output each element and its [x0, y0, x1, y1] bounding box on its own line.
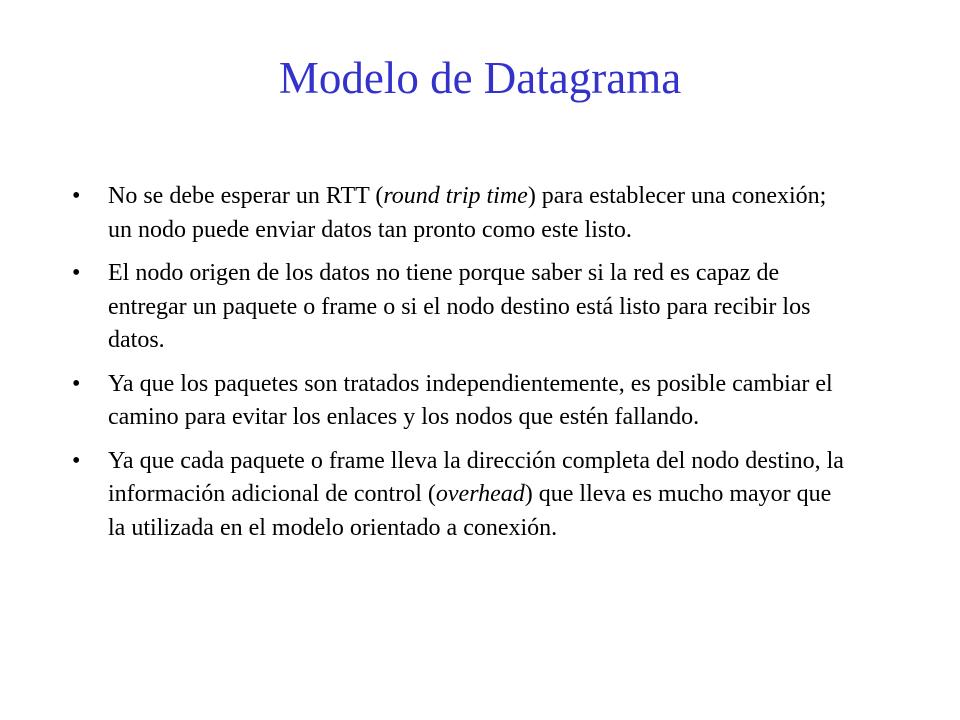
bullet-text: Ya que los paquetes son tratados independientemente, es posible cambiar el camino para evitar los enlaces y los nodos que estén fallando. [108, 370, 833, 430]
bullet-text: ) para establecer una conexión; un nodo puede enviar datos tan pronto como este listo. [108, 183, 827, 243]
bullet-item [72, 257, 852, 358]
bullet-point-icon: • [72, 183, 81, 209]
bullet-text: Ya que cada paquete o frame lleva la dirección completa del nodo destino, la información adicional de control ( [108, 447, 844, 507]
bullet-item [72, 180, 852, 247]
bullet-list [72, 180, 852, 555]
bullet-text: No se debe esperar un RTT ( [108, 183, 384, 209]
bullet-text: ) que lleva es mucho mayor que la utilizada en el modelo orientado a conexión. [108, 481, 832, 541]
bullet-point-icon: • [72, 370, 81, 397]
bullet-text-emphasis: round trip time [383, 183, 528, 209]
slide-title: Modelo de Datagrama [278, 53, 682, 103]
bullet-point-icon: • [72, 260, 81, 286]
bullet-text: El nodo origen de los datos no tiene porque saber si la red es capaz de entregar un paquete o frame o si el nodo destino está listo para recibir los datos. [108, 260, 811, 353]
bullet-item [72, 445, 852, 546]
bullet-point-icon: • [72, 447, 81, 474]
bullet-text-emphasis: overhead [435, 481, 525, 507]
bullet-item [72, 368, 852, 435]
